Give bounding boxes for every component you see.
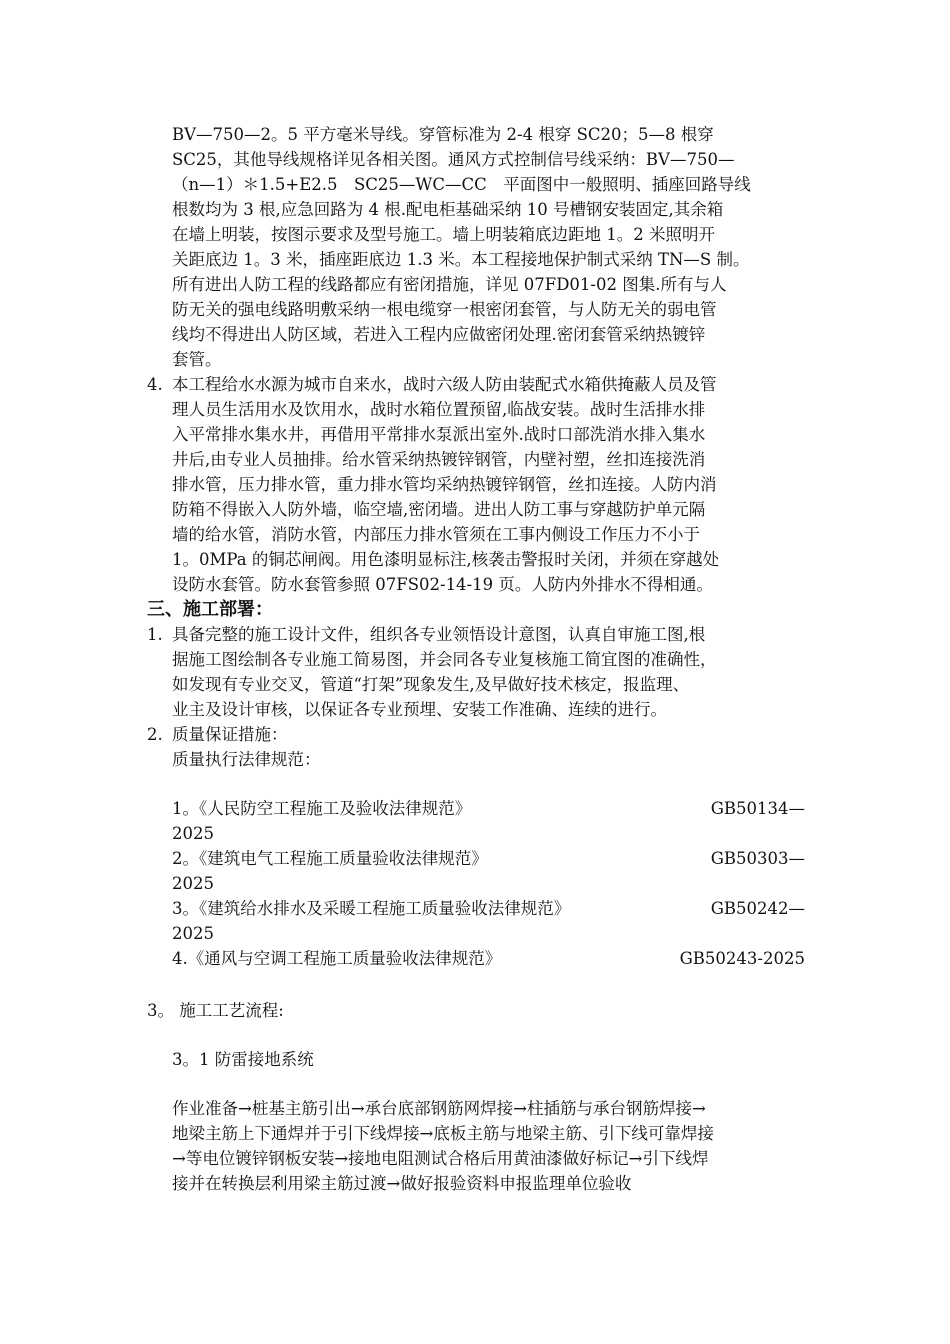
standard-year: 2025	[172, 874, 214, 893]
item4-line: 井后,由专业人员抽排。给水管采纳热镀锌钢管，内壁衬塑，丝扣连接洗消	[172, 450, 706, 469]
para-intro-line: SC25，其他导线规格详见各相关图。通风方式控制信号线采纳：BV—750—	[172, 150, 735, 169]
para-intro-line: 线均不得进出人防区域，若进入工程内应做密闭处理.密闭套管采纳热镀锌	[172, 325, 706, 344]
item-line: 据施工图绘制各专业施工简易图，并会同各专业复核施工简宜图的准确性，	[172, 650, 717, 669]
flow-line: →等电位镀锌钢板安装→接地电阻测试合格后用黄油漆做好标记→引下线焊	[172, 1149, 709, 1168]
para-intro-line: BV—750—2。5 平方毫米导线。穿管标准为 2-4 根穿 SC20；5—8 根穿	[172, 125, 714, 144]
item-line: 业主及设计审核，以保证各专业预埋、安装工作准确、连续的进行。	[172, 700, 667, 719]
item4-line: 设防水套管。防水套管参照 07FS02-14-19 页。人防内外排水不得相通。	[172, 575, 713, 594]
flow-line: 接并在转换层利用梁主筋过渡→做好报验资料申报监理单位验收	[172, 1174, 632, 1193]
para-intro-line: 套管。	[172, 350, 222, 369]
item4-line: 排水管，压力排水管，重力排水管均采纳热镀锌钢管，丝扣连接。人防内消	[172, 475, 717, 494]
standard-year: 2025	[172, 924, 214, 943]
standard-title: 2。《建筑电气工程施工质量验收法律规范》	[172, 849, 488, 868]
item4-line: 防箱不得嵌入人防外墙，临空墙,密闭墙。进出人防工事与穿越防护单元隔	[172, 500, 706, 519]
item-line: 质量保证措施：	[172, 725, 288, 744]
item4-line: 理人员生活用水及饮用水，战时水箱位置预留,临战安装。战时生活排水排	[172, 400, 706, 419]
list-number: 4.	[147, 375, 163, 394]
standard-title: 4.《通风与空调工程施工质量验收法律规范》	[172, 949, 502, 968]
standard-code: GB50243-2025	[679, 949, 805, 968]
standard-title: 3。《建筑给水排水及采暖工程施工质量验收法律规范》	[172, 899, 571, 918]
standard-code: GB50303—	[710, 849, 805, 868]
list-number: 2.	[147, 725, 163, 744]
item4-line: 墙的给水管，消防水管，内部压力排水管须在工事内侧设工作压力不小于	[172, 525, 700, 544]
para-intro-line: 在墙上明装，按图示要求及型号施工。墙上明装箱底边距地 1。2 米照明开	[172, 225, 715, 244]
para-intro-line: 所有进出人防工程的线路都应有密闭措施，详见 07FD01-02 图集.所有与人	[172, 275, 727, 294]
list-number: 1.	[147, 625, 163, 644]
item-line: 质量执行法律规范：	[172, 750, 321, 769]
section-heading: 三、施工部署：	[147, 599, 273, 620]
item-line: 如发现有专业交叉，管道“打架”现象发生,及早做好技术核定，报监理、	[172, 675, 690, 694]
standard-code: GB50134—	[710, 799, 805, 818]
flow-line: 作业准备→桩基主筋引出→承台底部钢筋网焊接→柱插筋与承台钢筋焊接→	[172, 1099, 706, 1118]
para-intro-line: 防无关的强电线路明敷采纳一根电缆穿一根密闭套管，与人防无关的弱电管	[172, 300, 717, 319]
standard-code: GB50242—	[710, 899, 805, 918]
flow-line: 地梁主筋上下通焊并于引下线焊接→底板主筋与地梁主筋、引下线可靠焊接	[172, 1124, 714, 1143]
subsection-heading: 3。1 防雷接地系统	[172, 1050, 314, 1069]
item4-line: 1。0MPa 的铜芯闸阀。用色漆明显标注,核袭击警报时关闭，并须在穿越处	[172, 550, 720, 569]
item-line: 具备完整的施工设计文件，组织各专业领悟设计意图，认真自审施工图,根	[172, 625, 706, 644]
para-intro-line: 关距底边 1。3 米，插座距底边 1.3 米。本工程接地保护制式采纳 TN—S 制。	[172, 250, 750, 269]
item4-line: 本工程给水水源为城市自来水，战时六级人防由装配式水箱供掩蔽人员及管	[172, 375, 717, 394]
process-heading: 3。 施工工艺流程:	[147, 1001, 284, 1020]
item4-line: 入平常排水集水井，再借用平常排水泵派出室外.战时口部洗消水排入集水	[172, 425, 706, 444]
standard-title: 1。《人民防空工程施工及验收法律规范》	[172, 799, 472, 818]
para-intro-line: （n—1）＊1.5+E2.5 SC25—WC—CC 平面图中一般照明、插座回路导线	[172, 175, 751, 194]
standard-year: 2025	[172, 824, 214, 843]
para-intro-line: 根数均为 3 根,应急回路为 4 根.配电柜基础采纳 10 号槽钢安装固定,其余箱	[172, 200, 724, 219]
